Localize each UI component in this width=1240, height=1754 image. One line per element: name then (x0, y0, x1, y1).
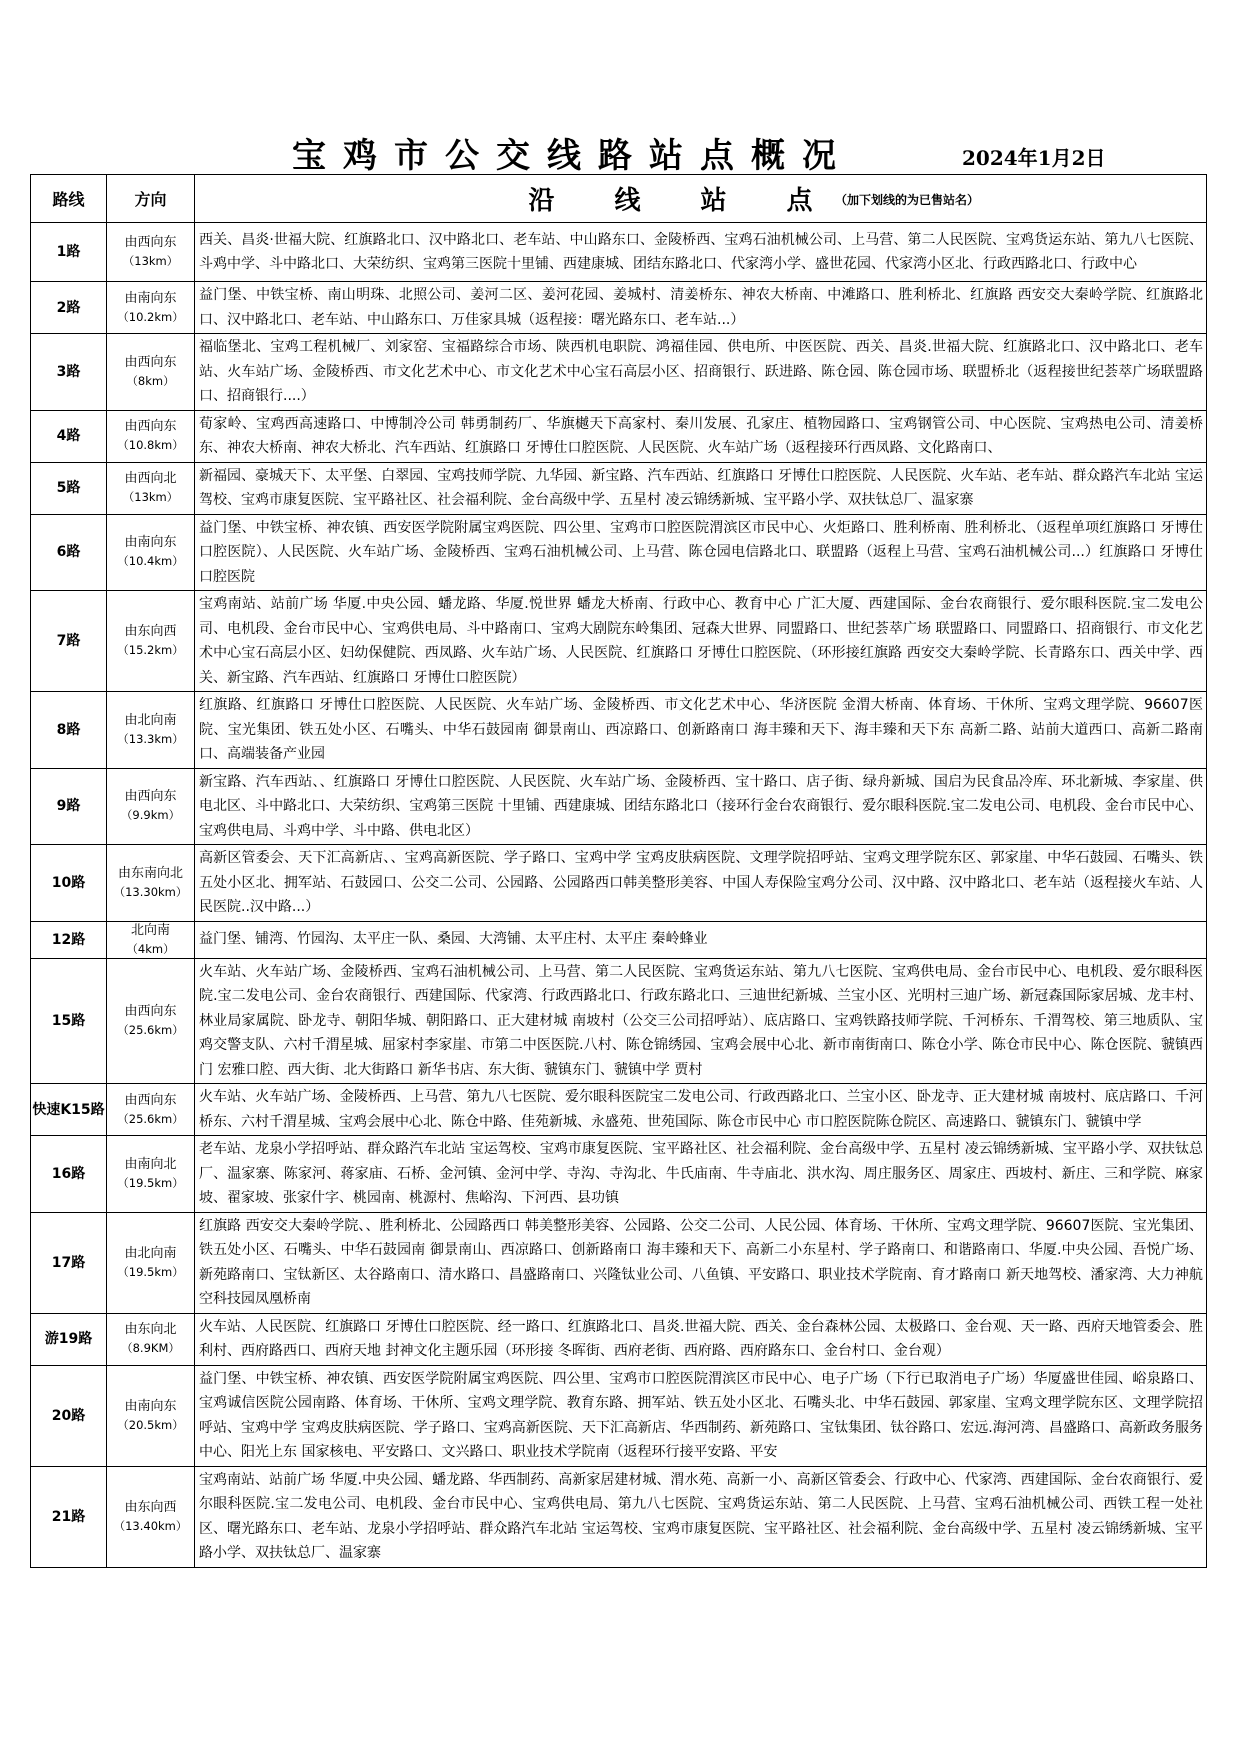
route-length: （10.4km） (117, 554, 184, 569)
table-row (31, 1466, 1207, 1567)
route-direction: 由东向西 (124, 624, 177, 639)
route-stops: 红旗路 西安交大秦岭学院、、胜利桥北、公园路西口 韩美整形美容、公园路、公交二公司、人民公园、体育场、干休所、宝鸡文理学院、96607医院、宝光集团、铁五处小区、石嘴头、中华石鼓园南 御景南山、西凉路口、创新路南口 海丰臻和天下、高新二小东星村、学子路南口、和谐路南口、华厦.中央公园、吾悦广场、新苑路南口、宝钛新区、太谷路南口、清水路口、昌盛路南口、兴隆钛业公司、八鱼镇、平安路口、职业技术学院南、育才路南口 新天地驾校、潘家湾、大力神航空科技园凤凰桥南 (195, 1212, 1207, 1313)
route-name: 15路 (31, 958, 107, 1084)
route-name: 快速K15路 (31, 1084, 107, 1136)
route-direction: 由南向东 (124, 535, 177, 551)
route-direction: 由西向东 (124, 1003, 177, 1019)
route-stops: 宝鸡南站、站前广场 华厦.中央公园、蟠龙路、华西制药、高新家居建材城、渭水苑、高新一小、高新区管委会、行政中心、代家湾、西建国际、金台农商银行、爱尔眼科医院.宝二发电公司、电机段、金台市民中心、宝鸡供电局、第九八七医院、宝鸡货运东站、第二人民医院、上马营、宝鸡石油机械公司、西铁工程一处社区、曙光路东口、老车站、龙泉小学招呼站、群众路汽车北站 宝运驾校、宝鸡市康复医院、宝平路社区、社会福利院、金台高级中学、五星村 凌云锦绣新城、宝平路小学、双扶钛总厂、温家寨 (195, 1466, 1207, 1567)
route-direction: 由西向东 (124, 789, 177, 805)
route-name: 17路 (31, 1212, 107, 1313)
route-length: （19.5km） (117, 1175, 184, 1190)
route-length: （13.30km） (113, 884, 188, 899)
table-row (31, 1212, 1207, 1313)
route-direction: 由西向北 (124, 471, 177, 486)
table-row (31, 768, 1207, 845)
route-length: （10.2km） (117, 309, 184, 324)
route-stops: 益门堡、中铁宝桥、神农镇、西安医学院附属宝鸡医院、四公里、宝鸡市口腔医院渭滨区市民中心、电子广场（下行已取消电子广场）华厦盛世佳园、峪泉路口、宝鸡诚信医院公园南路、体育场、干休所、宝鸡文理学院、教育东路、拥军站、铁五处小区北、石嘴头北、中华石鼓园、郭家崖、宝鸡文理学院东区、文理学院招呼站、宝鸡中学 宝鸡皮肤病医院、学子路口、宝鸡高新医院、天下汇高新店、华西制药、新苑路口、宝钛集团、钛谷路口、宏远.海河湾、昌盛路口、高新政务服务中心、阳光上东 国家核电、平安路口、文兴路口、职业技术学院南（返程环行接平安路、平安 (195, 1365, 1207, 1466)
route-direction: 北向南 (130, 922, 170, 938)
table-row (31, 410, 1207, 462)
route-stops: 西关、昌炎·世福大院、红旗路北口、汉中路北口、老车站、中山路东口、金陵桥西、宝鸡石油机械公司、上马营、第二人民医院、宝鸡货运东站、第九八七医院、斗鸡中学、斗中路北口、大荣纺织、宝鸡第三医院十里铺、西建康城、团结东路北口、代家湾小学、盛世花园、代家湾小区北、行政西路北口、行政中心 (195, 223, 1207, 282)
table-row (31, 921, 1207, 958)
route-name: 游19路 (31, 1313, 107, 1365)
route-name: 12路 (31, 921, 107, 958)
route-direction-cell (107, 410, 195, 462)
route-length: （25.6km） (117, 1111, 184, 1126)
table-row (31, 1313, 1207, 1365)
route-direction: 由东向北 (124, 1322, 177, 1337)
route-direction-cell (107, 282, 195, 334)
route-length: （20.5km） (117, 1417, 184, 1432)
table-row (31, 514, 1207, 591)
route-length: （13.3km） (117, 731, 184, 746)
route-name: 16路 (31, 1136, 107, 1213)
route-direction-cell (107, 921, 195, 958)
route-direction: 由西向东 (124, 235, 177, 250)
route-stops: 新福园、豪城天下、太平堡、白翠园、宝鸡技师学院、九华园、新宝路、汽车西站、红旗路口 牙博仕口腔医院、人民医院、火车站、老车站、群众路汽车北站 宝运驾校、宝鸡市康复医院、宝平路社区、社会福利院、金台高级中学、五星村 凌云锦绣新城、宝平路小学、双扶钛总厂、温家寨 (195, 462, 1207, 514)
route-length: （9.9km） (120, 808, 181, 823)
route-name: 4路 (31, 410, 107, 462)
route-direction: 由北向南 (124, 712, 177, 728)
table-row (31, 845, 1207, 922)
route-name: 3路 (31, 334, 107, 411)
route-length: （13km） (122, 490, 179, 504)
route-direction-cell (107, 223, 195, 282)
table-row (31, 692, 1207, 769)
route-direction-cell (107, 1136, 195, 1213)
route-direction-cell (107, 514, 195, 591)
route-direction: 由北向南 (124, 1245, 177, 1261)
document-date: 2024年1月2日 (962, 146, 1106, 170)
header-route: 路线 (31, 175, 107, 223)
table-row (31, 591, 1207, 692)
route-direction-cell (107, 462, 195, 514)
route-name: 7路 (31, 591, 107, 692)
header-stops-label: 沿线站点 (528, 186, 873, 216)
route-length: （8km） (126, 373, 175, 388)
route-direction-cell (107, 1466, 195, 1567)
route-stops: 火车站、人民医院、红旗路口 牙博仕口腔医院、经一路口、红旗路北口、昌炎.世福大院、西关、金台森林公园、太极路口、金台观、天一路、西府天地管委会、胜利村、西府路西口、西府天地 封神文化主题乐园（环形接 冬晖街、西府老街、西府路、西府路东口、金台村口、金台观） (195, 1313, 1207, 1365)
route-stops: 宝鸡南站、站前广场 华厦.中央公园、蟠龙路、华厦.悦世界 蟠龙大桥南、行政中心、教育中心 广汇大厦、西建国际、金台农商银行、爱尔眼科医院.宝二发电公司、电机段、金台市民中心、宝鸡供电局、斗中路南口、宝鸡大剧院东岭集团、冠森大世界、同盟路口、世纪荟萃广场 联盟路口、同盟路口、招商银行、市文化艺术中心宝石高层小区、妇幼保健院、西凤路、火车站广场、人民医院、红旗路口 牙博仕口腔医院、（环形接红旗路 西安交大秦岭学院、长青路东口、西关中学、西关、新宝路、汽车西站、红旗路口 牙博仕口腔医院） (195, 591, 1207, 692)
route-stops: 益门堡、中铁宝桥、神农镇、西安医学院附属宝鸡医院、四公里、宝鸡市口腔医院渭滨区市民中心、火炬路口、胜利桥南、胜利桥北、（返程单项红旗路口 牙博仕口腔医院）、人民医院、火车站广场、金陵桥西、宝鸡石油机械公司、上马营、陈仓园电信路北口、联盟路（返程上马营、宝鸡石油机械公司...）红旗路口 牙博仕口腔医院 (195, 514, 1207, 591)
route-length: （19.5km） (117, 1264, 184, 1279)
header-note: （加下划线的为已售站名） (835, 193, 980, 207)
table-row (31, 1365, 1207, 1466)
header-stops (195, 175, 1207, 223)
route-direction-cell (107, 1313, 195, 1365)
route-length: （25.6km） (117, 1022, 184, 1037)
route-name: 6路 (31, 514, 107, 591)
route-direction: 由西向东 (124, 1092, 177, 1108)
route-stops: 高新区管委会、天下汇高新店、、宝鸡高新医院、学子路口、宝鸡中学 宝鸡皮肤病医院、文理学院招呼站、宝鸡文理学院东区、郭家崖、中华石鼓园、石嘴头、铁五处小区北、拥军站、石鼓园口、公交二公司、公园路、公园路西口韩美整形美容、中国人寿保险宝鸡分公司、汉中路、汉中路北口、老车站（返程接火车站、人民医院..汉中路...） (195, 845, 1207, 922)
header-direction: 方向 (107, 175, 195, 223)
route-direction: 由南向东 (124, 290, 177, 306)
route-name: 9路 (31, 768, 107, 845)
route-direction: 由东南向北 (117, 865, 183, 881)
table-header-row (31, 175, 1207, 223)
route-direction-cell (107, 1212, 195, 1313)
route-stops: 火车站、火车站广场、金陵桥西、宝鸡石油机械公司、上马营、第二人民医院、宝鸡货运东站、第九八七医院、宝鸡供电局、金台市民中心、电机段、爱尔眼科医院.宝二发电公司、金台农商银行、西建国际、代家湾、行政西路北口、行政东路北口、三迪世纪新城、兰宝小区、光明村三迪广场、新冠森国际家居城、龙丰村、林业局家属院、卧龙寺、朝阳华城、朝阳路口、正大建材城 南坡村（公交三公司招呼站）、底店路口、宝鸡铁路技师学院、千河桥东、千渭驾校、第三地质队、宝鸡交警支队、六村千渭星城、屈家村李家崖、市第二中医医院.八村、陈仓锦绣园、宝鸡会展中心北、新市南街南口、陈仓小学、陈仓市民中心、陈仓医院、虢镇西门 宏雅口腔、西大街、北大街路口 新华书店、东大街、虢镇东门、虢镇中学 贾村 (195, 958, 1207, 1084)
route-direction-cell (107, 1084, 195, 1136)
table-row (31, 958, 1207, 1084)
route-table (30, 174, 1207, 1568)
route-length: （8.9KM） (121, 1341, 180, 1355)
route-stops: 益门堡、中铁宝桥、南山明珠、北照公司、姜河二区、姜河花园、姜城村、清姜桥东、神农大桥南、中滩路口、胜利桥北、红旗路 西安交大秦岭学院、红旗路北口、汉中路北口、老车站、中山路东口、万佳家具城（返程接：曙光路东口、老车站...） (195, 282, 1207, 334)
table-row (31, 1136, 1207, 1213)
route-direction-cell (107, 958, 195, 1084)
route-direction: 由南向北 (124, 1156, 177, 1172)
route-length: （15.2km） (117, 643, 184, 657)
route-direction-cell (107, 1365, 195, 1466)
route-stops: 红旗路、红旗路口 牙博仕口腔医院、人民医院、火车站广场、金陵桥西、市文化艺术中心、华济医院 金渭大桥南、体育场、干休所、宝鸡文理学院、96607医院、宝光集团、铁五处小区、石嘴头、中华石鼓园南 御景南山、西凉路口、创新路南口 海丰臻和天下、海丰臻和天下东 高新二路、站前大道西口、高新二路南口、高端装备产业园 (195, 692, 1207, 769)
table-row (31, 334, 1207, 411)
route-stops: 益门堡、铺湾、竹园沟、太平庄一队、桑园、大湾铺、太平庄村、太平庄 秦岭蜂业 (195, 921, 1207, 958)
route-direction: 由东向西 (124, 1499, 177, 1515)
table-row (31, 462, 1207, 514)
route-name: 10路 (31, 845, 107, 922)
route-length: （13.40km） (113, 1518, 188, 1533)
route-direction: 由西向东 (124, 419, 177, 434)
route-length: （4km） (126, 941, 175, 956)
route-stops: 新宝路、汽车西站、、红旗路口 牙博仕口腔医院、人民医院、火车站广场、金陵桥西、宝十路口、店子街、绿舟新城、国启为民食品冷库、环北新城、李家崖、供电北区、斗中路北口、大荣纺织、宝鸡第三医院 十里铺、西建康城、团结东路北口（接环行金台农商银行、爱尔眼科医院.宝二发电公司、电机段、金台市民中心、宝鸡供电局、斗鸡中学、斗中路、供电北区） (195, 768, 1207, 845)
route-name: 8路 (31, 692, 107, 769)
route-length: （13km） (122, 254, 179, 268)
route-direction-cell (107, 692, 195, 769)
table-row (31, 282, 1207, 334)
route-length: （10.8km） (117, 438, 184, 452)
route-direction-cell (107, 591, 195, 692)
route-name: 2路 (31, 282, 107, 334)
page-title: 宝鸡市公交线路站点概况 (292, 136, 853, 176)
route-stops: 火车站、火车站广场、金陵桥西、上马营、第九八七医院、爱尔眼科医院宝二发电公司、行政西路北口、兰宝小区、卧龙寺、正大建材城 南坡村、底店路口、千河桥东、六村千渭星城、宝鸡会展中心北、陈仓中路、佳苑新城、永盛苑、世苑国际、陈仓市民中心 市口腔医院陈仓院区、高速路口、虢镇东门、虢镇中学 (195, 1084, 1207, 1136)
table-row (31, 223, 1207, 282)
route-stops: 福临堡北、宝鸡工程机械厂、刘家窑、宝福路综合市场、陕西机电职院、鸿福佳园、供电所、中医医院、西关、昌炎.世福大院、红旗路北口、汉中路北口、老车站、火车站广场、金陵桥西、市文化艺术中心、市文化艺术中心宝石高层小区、招商银行、跃进路、陈仓园、陈仓园市场、联盟桥北（返程接世纪荟萃广场联盟路口、招商银行....） (195, 334, 1207, 411)
route-direction-cell (107, 768, 195, 845)
route-direction: 由南向东 (124, 1398, 177, 1414)
route-stops: 荀家岭、宝鸡西高速路口、中博制冷公司 韩勇制药厂、华旗樾天下高家村、秦川发展、孔家庄、植物园路口、宝鸡钢管公司、中心医院、宝鸡热电公司、清姜桥东、神农大桥南、神农大桥北、汽车西站、红旗路口 牙博仕口腔医院、人民医院、火车站广场（返程接环行西凤路、文化路南口、 (195, 410, 1207, 462)
route-name: 1路 (31, 223, 107, 282)
table-row (31, 1084, 1207, 1136)
route-direction-cell (107, 334, 195, 411)
route-name: 5路 (31, 462, 107, 514)
route-name: 20路 (31, 1365, 107, 1466)
route-direction-cell (107, 845, 195, 922)
route-name: 21路 (31, 1466, 107, 1567)
route-stops: 老车站、龙泉小学招呼站、群众路汽车北站 宝运驾校、宝鸡市康复医院、宝平路社区、社会福利院、金台高级中学、五星村 凌云锦绣新城、宝平路小学、双扶钛总厂、温家寨、陈家河、蒋家庙、石桥、金河镇、金河中学、寺沟、寺沟北、牛氏庙南、牛寺庙北、洪水沟、周庄服务区、周家庄、西坡村、新庄、三和学院、麻家坡、翟家坡、张家什字、桃园南、桃源村、焦峪沟、下河西、县功镇 (195, 1136, 1207, 1213)
route-direction: 由西向东 (124, 354, 177, 370)
